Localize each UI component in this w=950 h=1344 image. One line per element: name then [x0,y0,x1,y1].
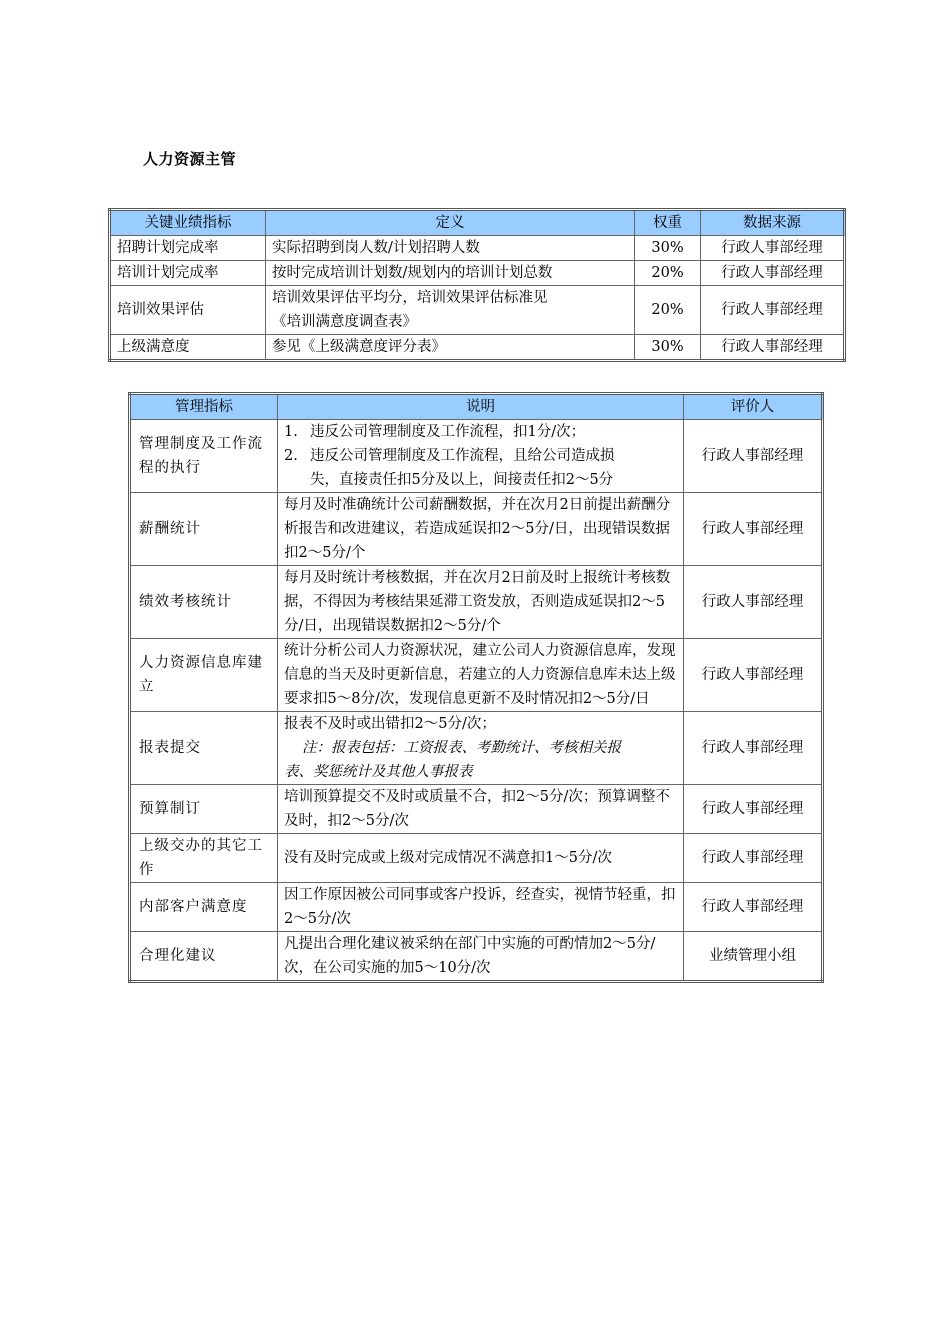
mgmt-note-line: 注：报表包括：工资报表、考勤统计、考核相关报 [302,740,621,756]
list-text: 违反公司管理制度及工作流程，且给公司造成损 [310,448,615,464]
mgmt-evaluator: 行政人事部经理 [684,785,823,834]
kpi-header-weight: 权重 [635,210,701,236]
table-row [130,834,823,883]
kpi-definition [266,286,635,335]
mgmt-header-indicator: 管理指标 [130,394,278,420]
mgmt-evaluator: 行政人事部经理 [684,566,823,639]
mgmt-evaluator: 行政人事部经理 [684,493,823,566]
kpi-source: 行政人事部经理 [701,335,845,361]
kpi-source: 行政人事部经理 [701,286,845,335]
mgmt-note-line: 表、奖惩统计及其他人事报表 [284,764,473,780]
table-row [110,236,845,261]
kpi-source: 行政人事部经理 [701,261,845,286]
page-title: 人力资源主管 [143,150,237,168]
list-text: 违反公司管理制度及工作流程，扣1分/次； [310,424,586,440]
mgmt-evaluator: 行政人事部经理 [684,712,823,785]
mgmt-indicator: 薪酬统计 [130,493,278,566]
kpi-indicator: 上级满意度 [110,335,266,361]
mgmt-description [278,420,684,493]
kpi-definition: 按时完成培训计划数/规划内的培训计划总数 [266,261,635,286]
kpi-header-indicator: 关键业绩指标 [110,210,266,236]
mgmt-indicator: 合理化建议 [130,932,278,982]
table-row [130,932,823,982]
mgmt-description: 凡提出合理化建议被采纳在部门中实施的可酌情加2～5分/次，在公司实施的加5～10分/次 [278,932,684,982]
kpi-weight: 20% [635,261,701,286]
table-row [130,639,823,712]
table-row [110,286,845,335]
mgmt-indicator: 内部客户满意度 [130,883,278,932]
kpi-definition-line: 《培训满意度调查表》 [272,314,417,330]
kpi-weight: 30% [635,335,701,361]
table-row [110,261,845,286]
kpi-weight: 20% [635,286,701,335]
kpi-header-definition: 定义 [266,210,635,236]
table-row [110,335,845,361]
kpi-indicator: 招聘计划完成率 [110,236,266,261]
table-row [130,493,823,566]
list-number: 1. [284,424,298,440]
mgmt-indicator: 人力资源信息库建立 [130,639,278,712]
mgmt-evaluator: 行政人事部经理 [684,834,823,883]
kpi-header-source: 数据来源 [701,210,845,236]
management-table [128,392,824,983]
mgmt-description: 每月及时准确统计公司薪酬数据，并在次月2日前提出薪酬分析报告和改进建议，若造成延误扣2～5分/日，出现错误数据扣2～5分/个 [278,493,684,566]
kpi-definition-line: 培训效果评估平均分，培训效果评估标准见 [272,290,548,306]
mgmt-indicator: 管理制度及工作流程的执行 [130,420,278,493]
mgmt-description: 培训预算提交不及时或质量不合，扣2～5分/次；预算调整不及时，扣2～5分/次 [278,785,684,834]
mgmt-indicator: 上级交办的其它工作 [130,834,278,883]
mgmt-header-row [130,394,823,420]
kpi-indicator: 培训计划完成率 [110,261,266,286]
kpi-weight: 30% [635,236,701,261]
table-row [130,883,823,932]
table-row [130,420,823,493]
mgmt-evaluator: 行政人事部经理 [684,883,823,932]
mgmt-evaluator: 行政人事部经理 [684,639,823,712]
list-text-continued: 失，直接责任扣5分及以上，间接责任扣2～5分 [310,472,614,488]
mgmt-header-evaluator: 评价人 [684,394,823,420]
kpi-table [108,208,846,362]
mgmt-description: 统计分析公司人力资源状况，建立公司人力资源信息库，发现信息的当天及时更新信息，若建立的人力资源信息库未达上级要求扣5～8分/次，发现信息更新不及时情况扣2～5分/日 [278,639,684,712]
mgmt-description [278,712,684,785]
mgmt-evaluator: 行政人事部经理 [684,420,823,493]
table-row [130,785,823,834]
table-row [130,566,823,639]
mgmt-description: 没有及时完成或上级对完成情况不满意扣1～5分/次 [278,834,684,883]
table-row [130,712,823,785]
mgmt-indicator: 预算制订 [130,785,278,834]
mgmt-evaluator: 业绩管理小组 [684,932,823,982]
mgmt-header-description: 说明 [278,394,684,420]
kpi-source: 行政人事部经理 [701,236,845,261]
list-number: 2. [284,448,298,464]
mgmt-description: 因工作原因被公司同事或客户投诉，经查实，视情节轻重，扣2～5分/次 [278,883,684,932]
mgmt-description-line: 报表不及时或出错扣2～5分/次； [284,716,496,732]
kpi-header-row [110,210,845,236]
mgmt-indicator: 绩效考核统计 [130,566,278,639]
mgmt-indicator: 报表提交 [130,712,278,785]
mgmt-description: 每月及时统计考核数据，并在次月2日前及时上报统计考核数据，不得因为考核结果延滞工资发放，否则造成延误扣2～5分/日，出现错误数据扣2～5分/个 [278,566,684,639]
kpi-definition: 实际招聘到岗人数/计划招聘人数 [266,236,635,261]
kpi-indicator: 培训效果评估 [110,286,266,335]
kpi-definition: 参见《上级满意度评分表》 [266,335,635,361]
